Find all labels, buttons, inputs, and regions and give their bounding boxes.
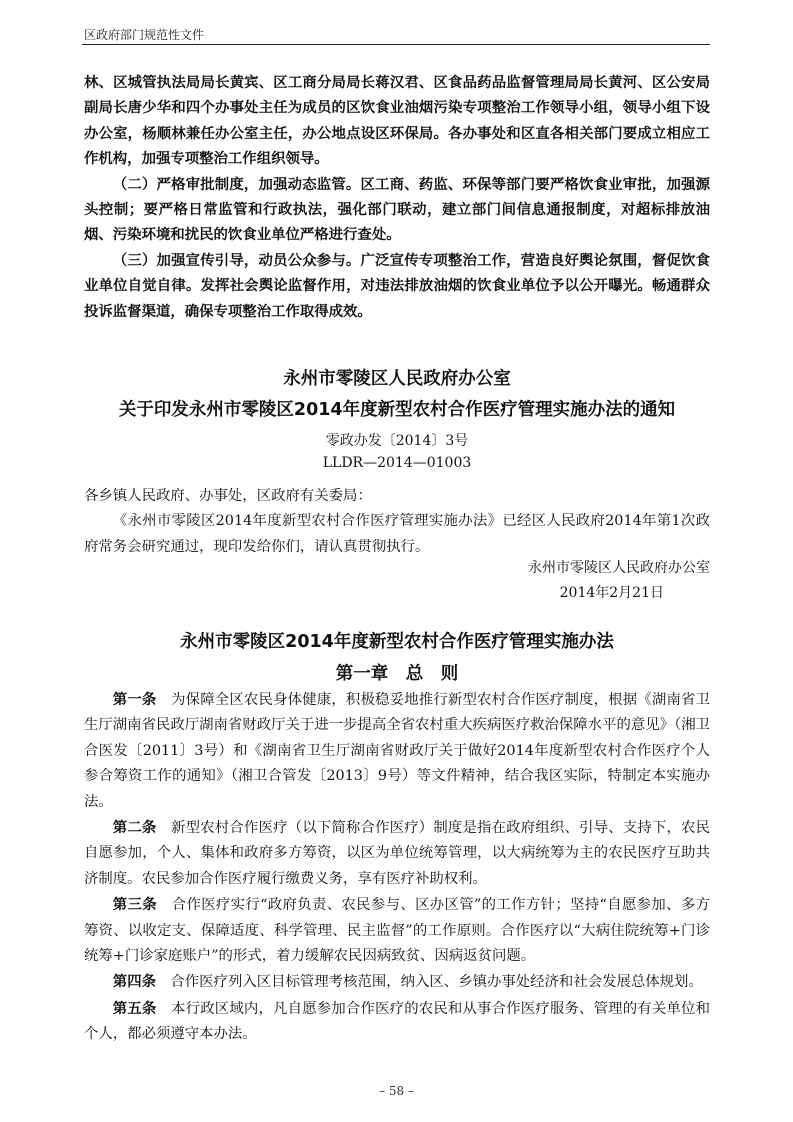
notice-title-line2: 关于印发永州市零陵区2014年度新型农村合作医疗管理实施办法的通知	[118, 400, 676, 420]
article-3-label: 第三条	[112, 896, 157, 914]
paragraph-leadership: 林、区城管执法局局长黄宾、区工商分局局长蒋汉君、区食品药品监督管理局局长黄河、区公安局副局长唐少华和四个办事处主任为成员的区饮食业油烟污染专项整治工作领导小组，领导小组下设办公室，杨顺林兼任办公室主任，办公地点设区环保局。各办事处和区直各相关部门要成立相应工作机构，加强专项整治工作组织领导。	[84, 74, 710, 168]
notice-body	[84, 484, 710, 560]
paragraph-publicity-body: 广泛宣传专项整治工作，营造良好舆论氛围，督促饮食业单位自觉自律。发挥社会舆论监督作用，对违法排放油烟的饮食业单位予以公开曝光。畅通群众投诉监督渠道，确保专项整治工作取得成效。	[84, 251, 710, 320]
notice-date: 2014年2月21日	[559, 585, 664, 601]
article-3-text: 合作医疗实行“政府负责、农民参与、区办区管”的工作方针；坚持“自愿参加、多方筹资、以收定支、保障适度、科学管理、民主监督”的工作原则。合作医疗以“大病住院统筹+门诊统筹+门诊家庭账户”的形式，着力缓解农民因病致贫、因病返贫问题。	[84, 897, 710, 965]
article-2-label: 第二条	[112, 819, 157, 837]
measures-title: 永州市零陵区2014年度新型农村合作医疗管理实施办法	[180, 632, 614, 652]
notice-text: 《永州市零陵区2014年度新型农村合作医疗管理实施办法》已经区人民政府2014年第1次政府常务会研究通过，现印发给你们，请认真贯彻执行。	[84, 513, 710, 555]
articles	[84, 687, 710, 1048]
notice-issuer: 永州市零陵区人民政府办公室	[528, 560, 710, 576]
article-5	[84, 996, 710, 1048]
article-5-label: 第五条	[112, 999, 157, 1017]
header-rule	[82, 44, 710, 45]
previous-section	[84, 70, 710, 324]
paragraph-publicity	[84, 248, 710, 324]
paragraph-approval	[84, 172, 710, 248]
article-2	[84, 815, 710, 892]
paragraph-approval-body: 加强动态监管。区工商、药监、环保等部门要严格饮食业审批，加强源头控制；要严格日常监管和行政执法，强化部门联动，建立部门间信息通报制度，对超标排放油烟、污染环境和扰民的饮食业单位严格进行查处。	[84, 175, 710, 244]
article-4-text: 合作医疗列入区目标管理考核范围，纳入区、乡镇办事处经济和社会发展总体规划。	[155, 974, 703, 991]
paragraph-approval-lead: （二）严格审批制度，	[112, 175, 259, 193]
notice-title-line1: 永州市零陵区人民政府办公室	[283, 369, 511, 389]
article-1-text: 为保障全区农民身体健康，积极稳妥地推行新型农村合作医疗制度，根据《湖南省卫生厅湖南省民政厅湖南省财政厅关于进一步提高全省农村重大疾病医疗救治保障水平的意见》（湘卫合医发〔2011〕3号）和《湖南省卫生厅湖南省财政厅关于做好2014年度新型农村合作医疗个人参合筹资工作的通知》（湘卫合管发〔2013〕9号）等文件精神，结合我区实际，特制定本实施办法。	[84, 692, 710, 810]
notice-addressee: 各乡镇人民政府、办事处，区政府有关委局：	[84, 488, 372, 504]
chapter-heading: 第一章 总 则	[335, 664, 459, 684]
article-5-text: 本行政区域内，凡自愿参加合作医疗的农民和从事合作医疗服务、管理的有关单位和个人，都必须遵守本办法。	[84, 1000, 710, 1043]
article-4-label: 第四条	[112, 973, 156, 991]
registration-number: LLDR—2014—01003	[322, 455, 472, 471]
paragraph-publicity-lead: （三）加强宣传引导，动员公众参与。	[112, 251, 361, 269]
article-2-text: 新型农村合作医疗（以下简称合作医疗）制度是指在政府组织、引导、支持下，农民自愿参加，个人、集体和政府多方筹资，以区为单位统筹管理，以大病统筹为主的农民医疗互助共济制度。农民参加合作医疗履行缴费义务，享有医疗补助权利。	[84, 820, 710, 887]
article-1-label: 第一条	[112, 691, 157, 708]
document-number: 零政办发〔2014〕3号	[325, 433, 469, 449]
page-number: – 58 –	[379, 1084, 414, 1098]
article-1	[84, 687, 710, 815]
article-3	[84, 892, 710, 969]
article-4	[84, 969, 710, 995]
running-header: 区政府部门规范性文件	[84, 28, 205, 42]
